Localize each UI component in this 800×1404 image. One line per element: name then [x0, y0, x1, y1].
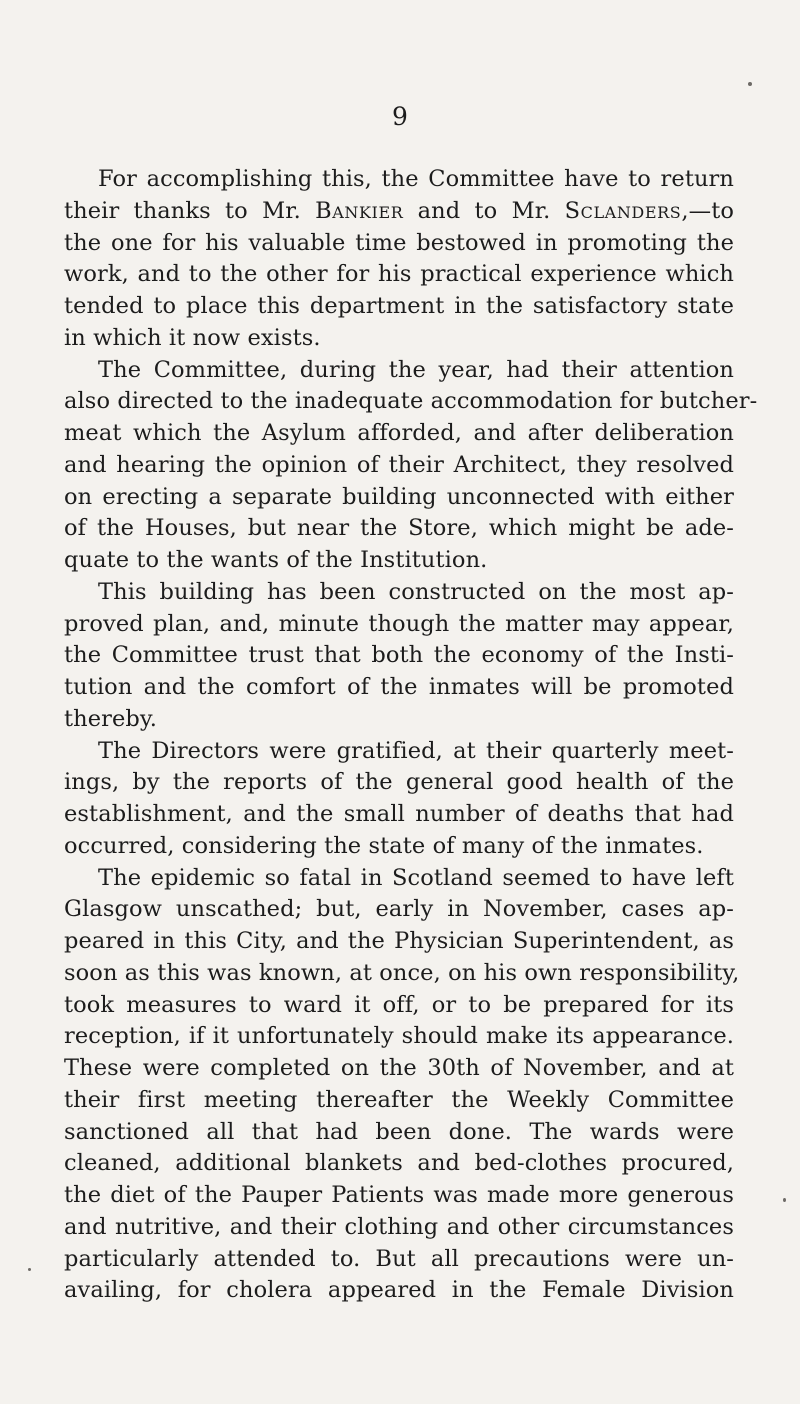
- text-segment: particularly attended to. But all precautions were un-: [64, 1245, 734, 1272]
- text-segment: of the Houses, but near the Store, which might be ade-: [64, 515, 734, 542]
- text-line: [64, 1021, 734, 1053]
- text-segment: took measures to ward it off, or to be prepared for its: [64, 991, 734, 1018]
- text-segment: their first meeting thereafter the Weekly Committee: [64, 1086, 734, 1113]
- text-segment: the Committee trust that both the economy of the Insti-: [64, 642, 734, 669]
- text-line: [64, 990, 734, 1022]
- text-line: [64, 513, 734, 545]
- text-segment: on erecting a separate building unconnected with either: [64, 483, 734, 510]
- page-number: 9: [392, 102, 408, 131]
- surname: Sclanders: [564, 197, 682, 224]
- text-segment: tution and the comfort of the inmates will be promoted: [64, 674, 734, 700]
- text-line: [64, 164, 734, 196]
- text-segment: establishment, and the small number of deaths that had: [64, 801, 734, 827]
- text-segment: cleaned, additional blankets and bed-clothes procured,: [64, 1150, 734, 1177]
- text-segment: the one for his valuable time bestowed in promoting the: [64, 229, 734, 256]
- text-segment: and nutritive, and their clothing and other circumstances: [64, 1213, 734, 1240]
- text-line: [64, 545, 734, 577]
- text-segment: availing, for cholera appeared in the Female Division: [64, 1277, 734, 1304]
- surname: Bankier: [315, 197, 404, 224]
- text-segment: Glasgow unscathed; but, early in November, cases ap-: [64, 896, 734, 923]
- text-segment: proved plan, and, minute though the matter may appear,: [64, 610, 734, 637]
- print-speck: [783, 1198, 786, 1202]
- text-segment: soon as this was known, at once, on his own responsibility,: [64, 959, 740, 986]
- text-segment: The epidemic so fatal in Scotland seemed to have left: [98, 864, 734, 891]
- text-segment: This building has been constructed on the most ap-: [98, 578, 734, 605]
- text-line: [64, 863, 734, 895]
- text-segment: their thanks to Mr.: [64, 197, 316, 224]
- text-line: [64, 259, 734, 291]
- text-line: [64, 640, 734, 672]
- text-line: [64, 1180, 734, 1212]
- text-line: [64, 894, 734, 926]
- text-segment: For accomplishing this, the Committee have to return: [98, 166, 734, 192]
- text-segment: These were completed on the 30th of November, and at: [64, 1055, 734, 1081]
- text-segment: work, and to the other for his practical experience which: [64, 261, 734, 288]
- text-line: [64, 355, 734, 387]
- text-line: [64, 482, 734, 514]
- text-segment: The Directors were gratified, at their quarterly meet-: [98, 737, 734, 764]
- text-line: [64, 323, 734, 355]
- text-segment: and to Mr.: [403, 197, 565, 224]
- print-speck: [748, 82, 752, 86]
- text-segment: ings, by the reports of the general good health of the: [64, 769, 734, 796]
- text-segment: thereby.: [64, 705, 157, 732]
- text-line: [64, 228, 734, 260]
- text-line: [64, 736, 734, 768]
- text-line: [64, 1117, 734, 1149]
- text-segment: the diet of the Pauper Patients was made more generous: [64, 1182, 734, 1208]
- text-line: [64, 831, 734, 863]
- text-line: [64, 196, 734, 228]
- text-segment: ,—to: [681, 197, 734, 224]
- text-segment: sanctioned all that had been done. The wards were: [64, 1118, 734, 1145]
- text-line: [64, 799, 734, 831]
- text-line: [64, 672, 734, 704]
- text-line: [64, 1085, 734, 1117]
- text-line: [64, 1212, 734, 1244]
- text-line: [64, 418, 734, 450]
- text-segment: meat which the Asylum afforded, and after deliberation: [64, 420, 734, 446]
- text-line: [64, 386, 758, 418]
- text-segment: quate to the wants of the Institution.: [64, 547, 488, 573]
- text-line: [64, 609, 734, 641]
- text-segment: peared in this City, and the Physician Superintendent, as: [64, 928, 734, 954]
- body-text: [64, 164, 758, 1307]
- text-segment: reception, if it unfortunately should make its appearance.: [64, 1023, 734, 1050]
- text-line: [64, 577, 734, 609]
- text-line: [64, 1053, 734, 1085]
- text-line: [64, 958, 740, 990]
- text-line: [64, 704, 734, 736]
- text-line: [64, 1244, 734, 1276]
- text-segment: in which it now exists.: [64, 324, 321, 351]
- text-line: [64, 767, 734, 799]
- text-segment: and hearing the opinion of their Architect, they resolved: [64, 451, 734, 478]
- text-segment: tended to place this department in the satisfactory state: [64, 293, 734, 319]
- text-line: [64, 291, 734, 323]
- text-segment: also directed to the inadequate accommodation for butcher-: [64, 388, 758, 415]
- text-line: [64, 926, 734, 958]
- text-line: [64, 450, 734, 482]
- text-line: [64, 1275, 734, 1307]
- text-segment: occurred, considering the state of many of the inmates.: [64, 832, 704, 859]
- print-speck: [28, 1268, 31, 1271]
- text-line: [64, 1148, 734, 1180]
- text-segment: The Committee, during the year, had their attention: [98, 356, 734, 383]
